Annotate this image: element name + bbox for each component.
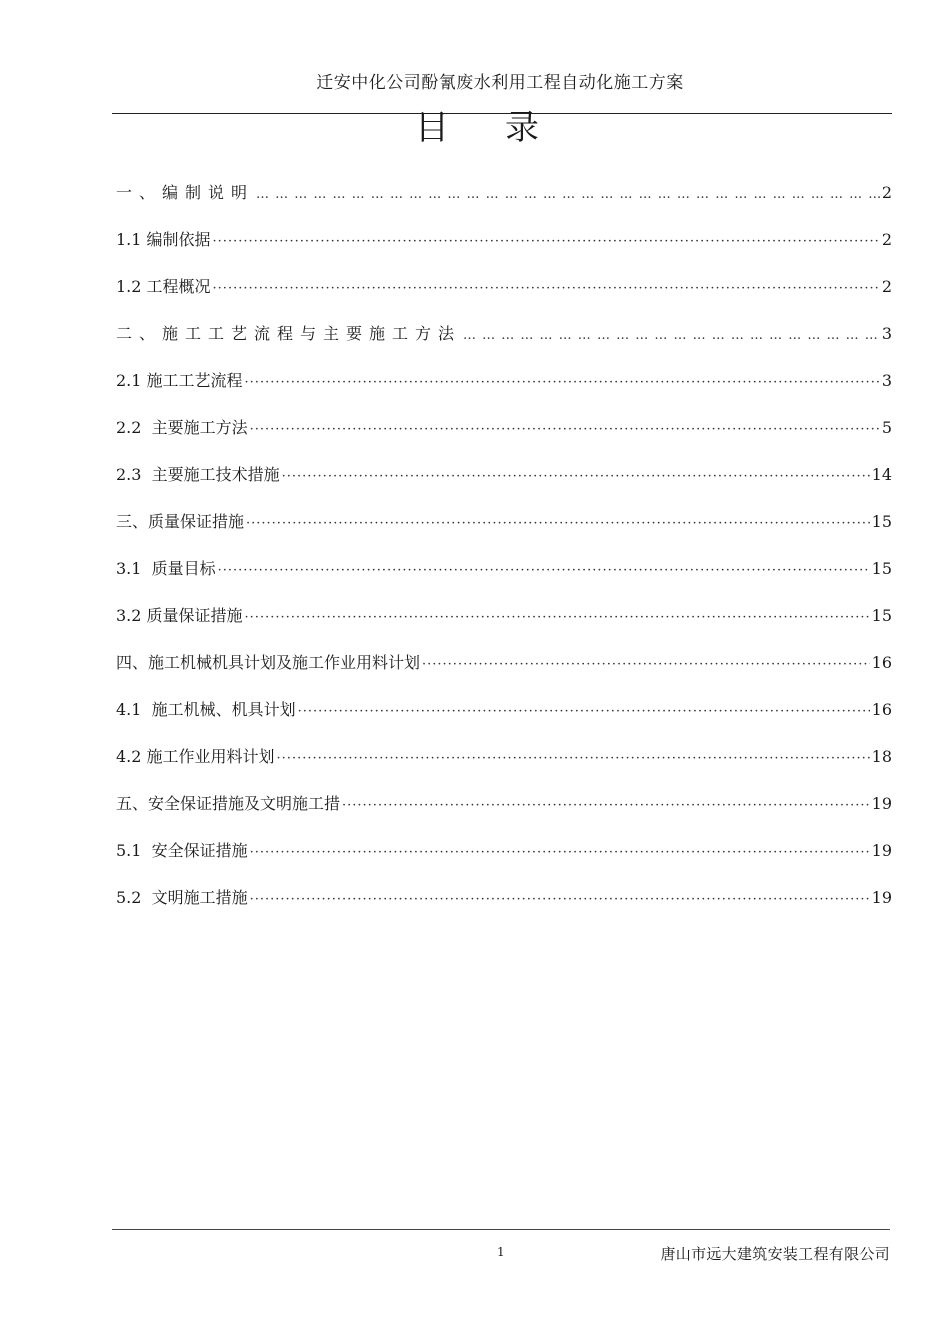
toc-leader-dots	[250, 413, 880, 447]
toc-entry-label: 5.1 安全保证措施	[116, 841, 248, 860]
toc-entry-page: 5	[881, 418, 892, 437]
toc-leader-dots	[245, 366, 880, 400]
toc-entry[interactable]	[116, 223, 892, 270]
toc-leader-dots	[422, 648, 870, 682]
toc-leader-dots	[250, 883, 870, 917]
footer-page-number: 1	[497, 1245, 505, 1259]
toc-entry-label: 5.2 文明施工措施	[116, 888, 248, 907]
toc-leader-dots	[277, 742, 870, 776]
toc-entry-label: 2.1 施工工艺流程	[116, 371, 243, 390]
toc-entry[interactable]	[116, 740, 892, 787]
toc-entry[interactable]	[116, 787, 892, 834]
footer-rule	[112, 1229, 890, 1230]
toc-entry-label: 二、施工工艺流程与主要施工方法	[116, 324, 462, 343]
toc-entry-page: 2	[881, 230, 892, 249]
toc-leader-dots	[256, 178, 880, 212]
toc-entry[interactable]	[116, 599, 892, 646]
toc-entry-label: 4.1 施工机械、机具计划	[116, 700, 296, 719]
toc-entry-page: 18	[871, 747, 892, 766]
toc-entry[interactable]	[116, 317, 892, 364]
toc-entry-page: 16	[871, 653, 892, 672]
toc-leader-dots	[213, 225, 880, 259]
toc-leader-dots	[342, 789, 870, 823]
toc-entry-label: 3.1 质量目标	[116, 559, 216, 578]
toc-entry-label: 五、安全保证措施及文明施工措	[116, 794, 341, 813]
table-of-contents	[116, 176, 892, 928]
toc-entry-label: 四、施工机械机具计划及施工作业用料计划	[116, 653, 421, 672]
toc-entry[interactable]	[116, 834, 892, 881]
toc-title: 目录	[415, 108, 595, 148]
toc-entry-page: 2	[881, 277, 892, 296]
toc-entry-page: 19	[871, 888, 892, 907]
toc-leader-dots	[213, 272, 880, 306]
toc-entry-label: 三、质量保证措施	[116, 512, 245, 531]
toc-entry[interactable]	[116, 505, 892, 552]
toc-entry-label: 1.1 编制依据	[116, 230, 211, 249]
toc-entry-page: 15	[871, 559, 892, 578]
toc-leader-dots	[218, 554, 870, 588]
toc-leader-dots	[298, 695, 870, 729]
footer-company-name: 唐山市远大建筑安装工程有限公司	[660, 1245, 890, 1263]
toc-entry[interactable]	[116, 364, 892, 411]
toc-leader-dots	[282, 460, 870, 494]
toc-leader-dots	[463, 319, 880, 353]
toc-leader-dots	[250, 836, 870, 870]
toc-entry-page: 15	[871, 606, 892, 625]
toc-entry[interactable]	[116, 552, 892, 599]
toc-entry-page: 15	[871, 512, 892, 531]
toc-entry-label: 1.2 工程概况	[116, 277, 211, 296]
toc-entry-page: 3	[881, 371, 892, 390]
toc-entry-label: 2.3 主要施工技术措施	[116, 465, 280, 484]
toc-entry-page: 3	[881, 324, 892, 343]
toc-entry-page: 19	[871, 841, 892, 860]
toc-entry[interactable]	[116, 693, 892, 740]
toc-entry[interactable]	[116, 411, 892, 458]
toc-entry[interactable]	[116, 176, 892, 223]
toc-entry-page: 19	[871, 794, 892, 813]
toc-entry-page: 14	[871, 465, 892, 484]
toc-entry-label: 4.2 施工作业用料计划	[116, 747, 275, 766]
toc-entry-label: 2.2 主要施工方法	[116, 418, 248, 437]
toc-entry-page: 16	[871, 700, 892, 719]
toc-entry[interactable]	[116, 646, 892, 693]
running-header-title: 迁安中化公司酚氰废水利用工程自动化施工方案	[316, 73, 684, 93]
toc-leader-dots	[245, 601, 870, 635]
toc-leader-dots	[246, 507, 870, 541]
toc-entry[interactable]	[116, 881, 892, 928]
toc-entry[interactable]	[116, 458, 892, 505]
toc-entry[interactable]	[116, 270, 892, 317]
toc-entry-page: 2	[881, 183, 892, 202]
toc-entry-label: 一、编制说明	[116, 183, 255, 202]
toc-entry-label: 3.2 质量保证措施	[116, 606, 243, 625]
